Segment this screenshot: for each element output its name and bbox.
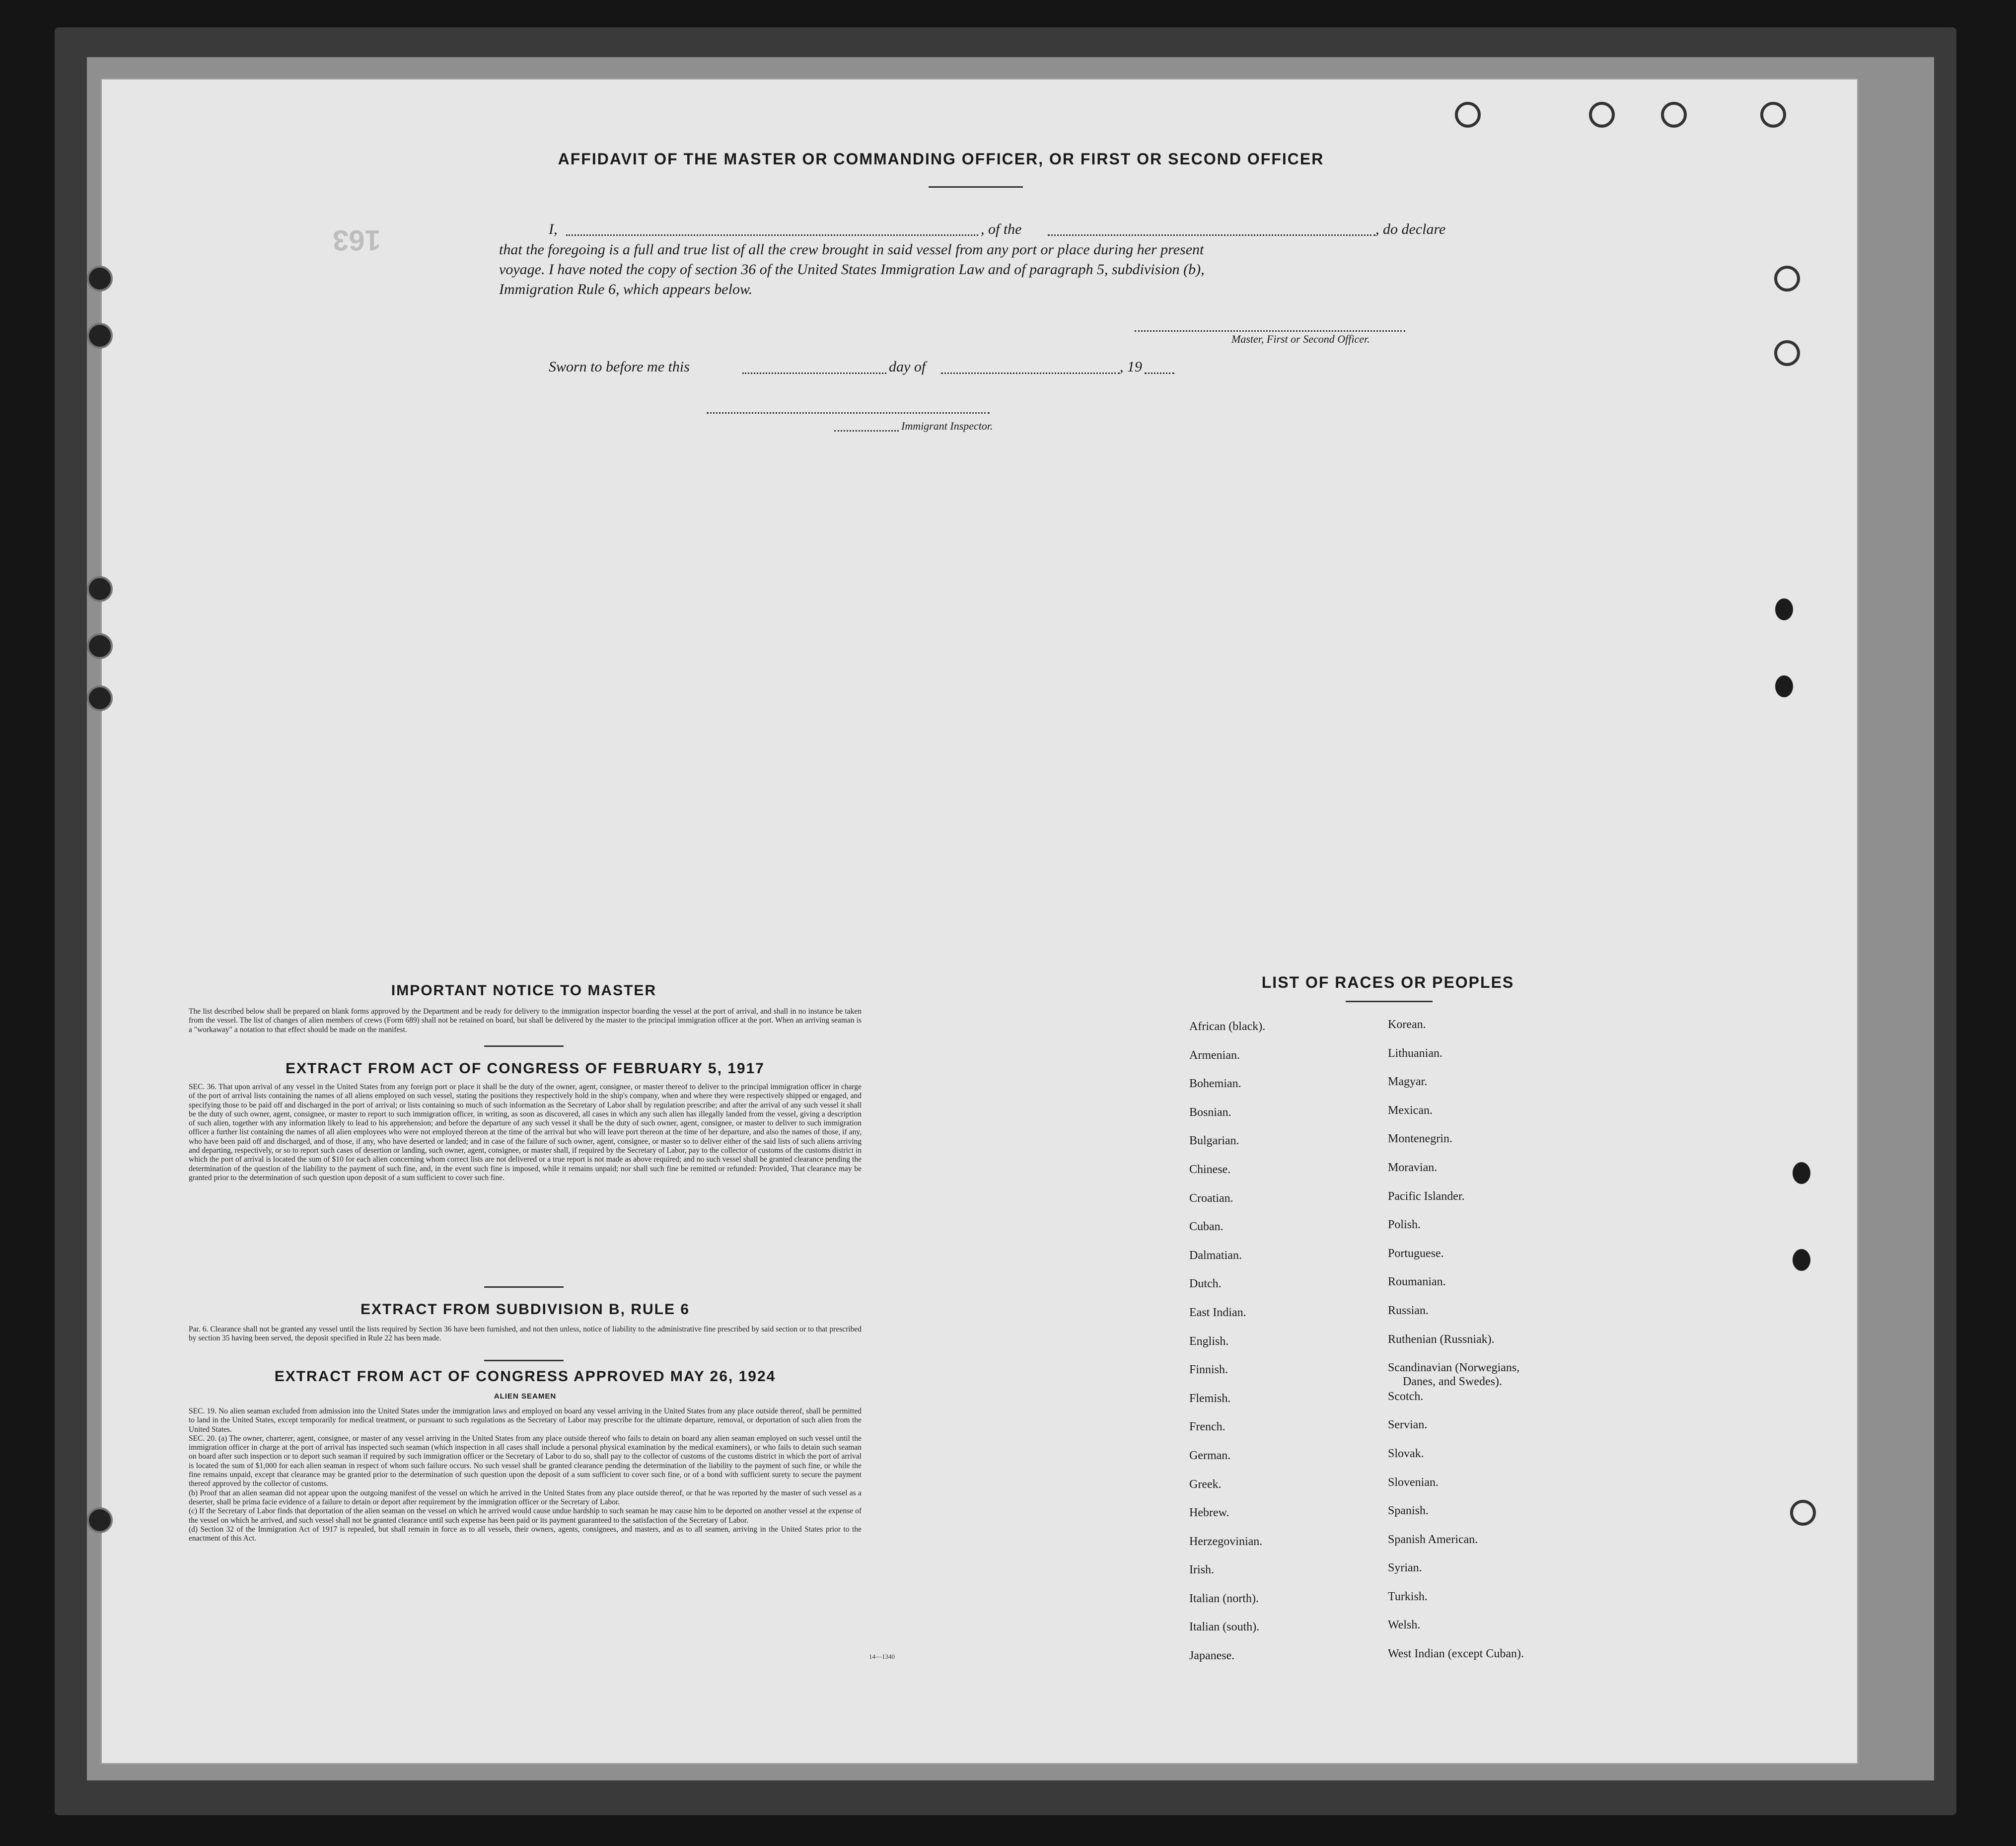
race-entry: East Indian. <box>1189 1306 1246 1319</box>
race-entry: Japanese. <box>1189 1649 1235 1663</box>
punch-hole <box>1793 1249 1810 1271</box>
race-entry: Lithuanian. <box>1388 1046 1442 1060</box>
extract-1924-title: EXTRACT FROM ACT OF CONGRESS APPROVED MAY 26, 1924 <box>274 1368 776 1385</box>
race-entry: Spanish. <box>1388 1504 1429 1518</box>
race-entry: African (black). <box>1189 1020 1266 1033</box>
notice-rule <box>484 1045 564 1047</box>
extract-rule6-rule <box>484 1360 564 1361</box>
race-entry: Armenian. <box>1189 1048 1240 1062</box>
race-entry: West Indian (except Cuban). <box>1388 1647 1524 1661</box>
race-entry: Welsh. <box>1388 1619 1421 1632</box>
punch-hole <box>87 266 113 292</box>
race-entry: Irish. <box>1189 1563 1214 1577</box>
race-entry: Chinese. <box>1189 1163 1231 1176</box>
sworn-text: Sworn to before me this <box>549 359 690 375</box>
race-entry: Syrian. <box>1388 1561 1422 1575</box>
sworn-year: , 19 <box>1120 359 1142 375</box>
race-entry: Mexican. <box>1388 1104 1433 1117</box>
race-entry: Polish. <box>1388 1218 1421 1232</box>
races-title-rule <box>1346 1001 1433 1002</box>
race-entry: Servian. <box>1388 1418 1428 1432</box>
race-entry: Greek. <box>1189 1477 1222 1491</box>
sworn-year-blank[interactable] <box>1145 372 1174 374</box>
race-entry: Portuguese. <box>1388 1247 1444 1260</box>
punch-hole <box>87 576 113 602</box>
punch-hole <box>1775 598 1793 620</box>
inspector-label: Immigrant Inspector. <box>901 420 993 432</box>
title-rule <box>929 186 1023 188</box>
notice-text: The list described below shall be prepared on blank forms approved by the Department and be ready for delivery to the immigration inspector boarding the vessel at the port of arrival, and shall in no instance be taken from the vessel. The list of changes of alien members of crews (Form 689) shall not be retained on board, but shall be delivered by the master to the principal immigration officer at the port. When an arriving seaman is a "workaway" a notation to that effect should be made on the manifest. <box>189 1007 862 1034</box>
section-19: SEC. 19. No alien seaman excluded from admission into the United States under the immigration laws and employed on board any vessel arriving in the United States from any place outside thereof, shall be permitted to land in the United States, except temporarily for medical treatment, or pursuant to such regulations as the Secretary of Labor may prescribe for the ultimate departure, removal, or deportation of such alien from the United States. <box>189 1407 862 1434</box>
punch-hole <box>1455 102 1481 128</box>
extract-rule6-title: EXTRACT FROM SUBDIVISION B, RULE 6 <box>360 1301 690 1318</box>
inspector-blank-short[interactable] <box>834 430 899 432</box>
race-entry: Herzegovinian. <box>1189 1535 1263 1548</box>
extract-1917-rule <box>484 1286 564 1288</box>
race-entry: Flemish. <box>1189 1392 1231 1405</box>
punch-hole <box>1760 102 1786 128</box>
race-entry: Slovak. <box>1388 1447 1424 1460</box>
sworn-day-blank[interactable] <box>742 372 886 374</box>
punch-hole <box>1775 675 1793 697</box>
race-entry: Bosnian. <box>1189 1106 1231 1119</box>
manifest-page <box>102 79 1857 1763</box>
race-entry: Ruthenian (Russniak). <box>1388 1332 1495 1346</box>
bleed-through-text <box>623 124 629 149</box>
race-entry: Dutch. <box>1189 1277 1222 1291</box>
race-entry: Finnish. <box>1189 1363 1228 1377</box>
race-entry: Dalmatian. <box>1189 1249 1242 1262</box>
race-entry: Turkish. <box>1388 1590 1428 1603</box>
punch-hole <box>87 1507 113 1533</box>
races-column-1 <box>1189 1020 1265 1678</box>
race-entry: Cuban. <box>1189 1220 1224 1234</box>
declaration-of-the: , of the <box>981 221 1022 237</box>
race-entry: Magyar. <box>1388 1075 1428 1089</box>
extract-1917-text: SEC. 36. That upon arrival of any vessel in the United States from any foreign port or place it shall be the duty of the owner, agent, consignee, or master thereof to deliver to the principal immigration officer in charge of the port of arrival lists containing the names of all aliens employed on such vessel, stating the positions they respectively hold in the ship's company, when and where they were respectively shipped or engaged, and specifying those to be paid off and discharged in the port of arrival; or lists containing so much of such information as the Secretary of Labor shall by regulation prescribe; and after the arrival of any such vessel it shall be the duty of such owner, agent, consignee, or master to report to such immigration officer, in writing, as soon as discovered, all cases in which any such alien has illegally landed from the vessel, giving a description of such alien, together with any information likely to lead to his apprehension; and before the departure of any such vessel it shall be the duty of such owner, agent, consignee, or master to deliver to such immigration officer a further list containing the names of all alien employees who were not employed thereon at the time of the arrival but who will leave port thereon at the time of her departure, and also the names of those, if any, who have been paid off and discharged, and of those, if any, who have deserted or landed; and in case of the failure of such owner, agent, consignee, or master so to deliver either of the said lists of such aliens arriving and departing, respectively, or so to report such cases of desertion or landing, such owner, agent, consignee, or master shall, if required by the Secretary of Labor, pay to the collector of customs of the customs district in which the port of arrival is located the sum of $10 for each alien concerning whom correct lists are not delivered or a true report is not made as above required; and no such vessel shall be granted clearance pending the determination of the question of the liability to the payment of such fine, and, in the event such fine is imposed, while it remains unpaid; nor shall such fine be remitted or refunded: Provided, That clearance may be granted prior to the determination of such question upon deposit of a sum sufficient to cover such fine. <box>189 1083 862 1182</box>
signature-label: Master, First or Second Officer. <box>1231 333 1370 345</box>
race-entry: Italian (south). <box>1189 1621 1260 1634</box>
punch-hole <box>87 323 113 349</box>
declaration-line-3: voyage. I have noted the copy of section 36 of the United States Immigration Law and of paragraph 5, subdivision (b), <box>499 261 1205 278</box>
race-entry: French. <box>1189 1420 1225 1434</box>
races-title: LIST OF RACES OR PEOPLES <box>1261 973 1514 991</box>
vessel-blank[interactable] <box>1048 234 1375 236</box>
race-entry-continued: Danes, and Swedes). <box>1403 1375 1502 1389</box>
alien-seamen-subtitle: ALIEN SEAMEN <box>494 1392 557 1401</box>
race-entry: Montenegrin. <box>1388 1132 1452 1146</box>
form-number: 14—1340 <box>869 1653 895 1660</box>
declaration-line-2: that the foregoing is a full and true list of all the crew brought in said vessel from any port or place during her present <box>499 241 1204 258</box>
notice-title: IMPORTANT NOTICE TO MASTER <box>391 982 657 999</box>
stamp-number: 163 <box>333 224 381 256</box>
races-column-2 <box>1388 1018 1524 1676</box>
extract-rule6-text: Par. 6. Clearance shall not be granted any vessel until the lists required by Section 36 have been furnished, and not then unless, notice of liability to the administrative fine prescribed by said section or to that prescribed by section 35 having been served, the deposit specified in Rule 22 has been made. <box>189 1325 862 1343</box>
punch-hole <box>1774 340 1800 366</box>
extract-1924-text <box>189 1407 862 1543</box>
section-20a: SEC. 20. (a) The owner, charterer, agent, consignee, or master of any vessel arriving in the United States from any place outside thereof who fails to detain on board any alien seaman employed on such vessel until the immigration officer in charge at the port of arrival has inspected such seaman (which inspection in all cases shall include a personal physical examination by the medical examiners), or who fails to detain such seaman on board after such inspection or to deport such seaman if required by such immigration officer or the Secretary of Labor to do so, shall pay to the collector of customs of the customs district in which the port of arrival is located the sum of $1,000 for each alien seaman in respect of whom such failure occurs. No such vessel shall be granted clearance pending the determination of the liability to the payment of such fine, or while the fine remains unpaid, except that clearance may be granted prior to the determination of such question upon the deposit of a sum sufficient to cover such fine, or of a bond with sufficient surety to secure the payment thereof approved by the collector of customs. <box>189 1434 862 1488</box>
declaration-i: I, <box>549 221 558 237</box>
sworn-day-of: day of <box>889 359 926 375</box>
race-entry: Italian (north). <box>1189 1592 1259 1605</box>
race-entry: Russian. <box>1388 1304 1429 1317</box>
section-20c: (c) If the Secretary of Labor finds that deportation of the alien seaman on the vessel on which he arrived would cause undue hardship to such seaman he may cause him to be deported on another vessel at the expense of the vessel on which he arrived, and such vessel shall not be granted clearance until such expense has been paid or its payment guaranteed to the satisfaction of the Secretary of Labor. <box>189 1507 862 1525</box>
race-entry: Korean. <box>1388 1018 1426 1031</box>
name-blank[interactable] <box>566 234 978 236</box>
race-entry: Slovenian. <box>1388 1476 1439 1489</box>
punch-hole <box>1589 102 1615 128</box>
punch-hole <box>87 685 113 711</box>
section-20d: (d) Section 32 of the Immigration Act of 1917 is repealed, but shall remain in force as to all vessels, their owners, agents, consignees, and masters, and as to all seamen, arriving in the United States prior to the enactment of this Act. <box>189 1525 862 1543</box>
punch-hole <box>1661 102 1687 128</box>
section-20b: (b) Proof that an alien seaman did not appear upon the outgoing manifest of the vessel on which he arrived in the United States from any place outside thereof, or that he was reported by the master of such vessel as a deserter, shall be prima facie evidence of a failure to detain or deport after requirement by the immigration officer or the Secretary of Labor. <box>189 1488 862 1506</box>
race-entry: Moravian. <box>1388 1161 1438 1174</box>
race-entry: Roumanian. <box>1388 1275 1446 1289</box>
declaration-declare: , do declare <box>1375 221 1446 237</box>
declaration-line-4: Immigration Rule 6, which appears below. <box>499 281 753 297</box>
punch-hole <box>87 633 113 659</box>
race-entry: Pacific Islander. <box>1388 1189 1465 1203</box>
punch-hole <box>1793 1162 1810 1184</box>
race-entry: English. <box>1189 1334 1229 1348</box>
race-entry: Croatian. <box>1189 1191 1233 1205</box>
signature-blank[interactable] <box>1135 330 1405 332</box>
extract-1917-title: EXTRACT FROM ACT OF CONGRESS OF FEBRUARY 5, 1917 <box>286 1060 765 1077</box>
affidavit-title: AFFIDAVIT OF THE MASTER OR COMMANDING OFFICER, OR FIRST OR SECOND OFFICER <box>558 150 1324 168</box>
race-entry: Scandinavian (Norwegians, <box>1388 1361 1520 1375</box>
race-entry: Hebrew. <box>1189 1506 1229 1520</box>
race-entry: Bulgarian. <box>1189 1134 1239 1148</box>
race-entry: Spanish American. <box>1388 1533 1478 1546</box>
race-entry: Bohemian. <box>1189 1077 1241 1091</box>
race-entry: German. <box>1189 1449 1231 1462</box>
punch-hole <box>1774 266 1800 292</box>
inspector-signature-blank[interactable] <box>707 412 990 414</box>
race-entry: Scotch. <box>1388 1390 1424 1403</box>
sworn-month-blank[interactable] <box>941 372 1120 374</box>
punch-hole <box>1790 1500 1816 1526</box>
